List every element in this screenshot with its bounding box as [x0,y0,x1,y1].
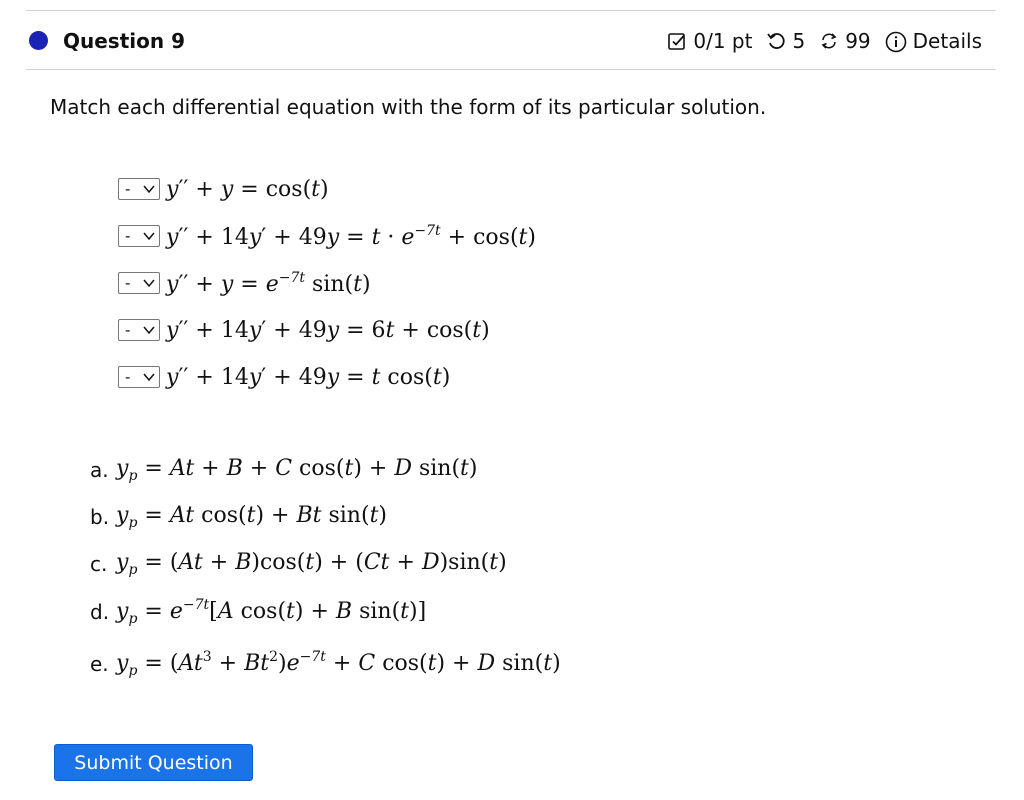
answer-c: c. $y_p = (At + B)\cos(t) + (Ct + D)\sin(t)$ [90,550,507,578]
divider-top [26,10,996,11]
match-select-2[interactable]: - [118,225,160,247]
divider-header [26,69,996,70]
equation-2: $y'' + 14y' + 49y = t \cdot e^{-7t} + \cos(t)$ [166,222,536,250]
answer-e: e. $y_p = (At^3 + Bt^2)e^{-7t} + C$ cos(t) + D sin(t) [90,649,561,679]
equation-4: y′′ + 14y′ + 49y = 6t + cos(t) [166,317,490,343]
undo-attempts-icon [766,31,786,51]
answer-b: b. $y_p = At$ cos(t) + Bt sin(t) [90,503,387,531]
question-header [26,26,996,60]
retry-cycle-icon [819,31,839,51]
retries-count: 99 [845,29,871,53]
question-title: Question 9 [63,29,185,53]
match-row-5 [118,360,450,394]
attempts-count: 5 [792,29,806,53]
match-row-3 [118,266,371,300]
match-select-5[interactable]: - [118,366,160,388]
chevron-down-icon [143,372,155,382]
match-select-3[interactable]: - [118,272,160,294]
question-meta [667,29,982,53]
answer-formula-b: $y_p = At$ cos(t) + Bt sin(t) [116,503,387,531]
checkbox-score-icon [667,31,687,51]
chevron-down-icon [143,278,155,288]
question-prompt: Match each differential equation with the form of its particular solution. [50,95,767,119]
match-row-1 [118,172,329,206]
answer-formula-c: $y_p = (At + B)\cos(t) + (Ct + D)\sin(t)$ [116,550,507,578]
answer-d: d. $y_p = e^{-7t}[A$ cos(t) + B sin(t)] [90,597,427,627]
score-text: 0/1 pt [693,29,753,53]
match-select-4[interactable]: - [118,319,160,341]
chevron-down-icon [143,325,155,335]
match-select-1[interactable]: - [118,178,160,200]
equation-1: y′′ + y = cos(t) [166,176,329,202]
equation-5: y′′ + 14y′ + 49y = t cos(t) [166,364,451,390]
details-link[interactable]: Details [912,29,982,53]
equation-3: $y'' + y = e^{-7t}$ sin(t) [166,269,371,297]
question-status-dot [29,31,48,50]
chevron-down-icon [143,184,155,194]
info-icon[interactable] [885,31,905,51]
submit-question-button[interactable]: Submit Question [54,744,253,781]
answer-a: a. $y_p = At + B + C$ cos(t) + D sin(t) [90,456,478,484]
answer-formula-a: $y_p = At + B + C$ cos(t) + D sin(t) [116,456,478,484]
answer-formula-d: $y_p = e^{-7t}[A$ cos(t) + B sin(t)] [116,597,427,627]
match-row-4 [118,313,490,347]
match-row-2 [118,219,536,253]
chevron-down-icon [143,231,155,241]
answer-formula-e: $y_p = (At^3 + Bt^2)e^{-7t} + C$ cos(t) + D sin(t) [116,649,561,679]
